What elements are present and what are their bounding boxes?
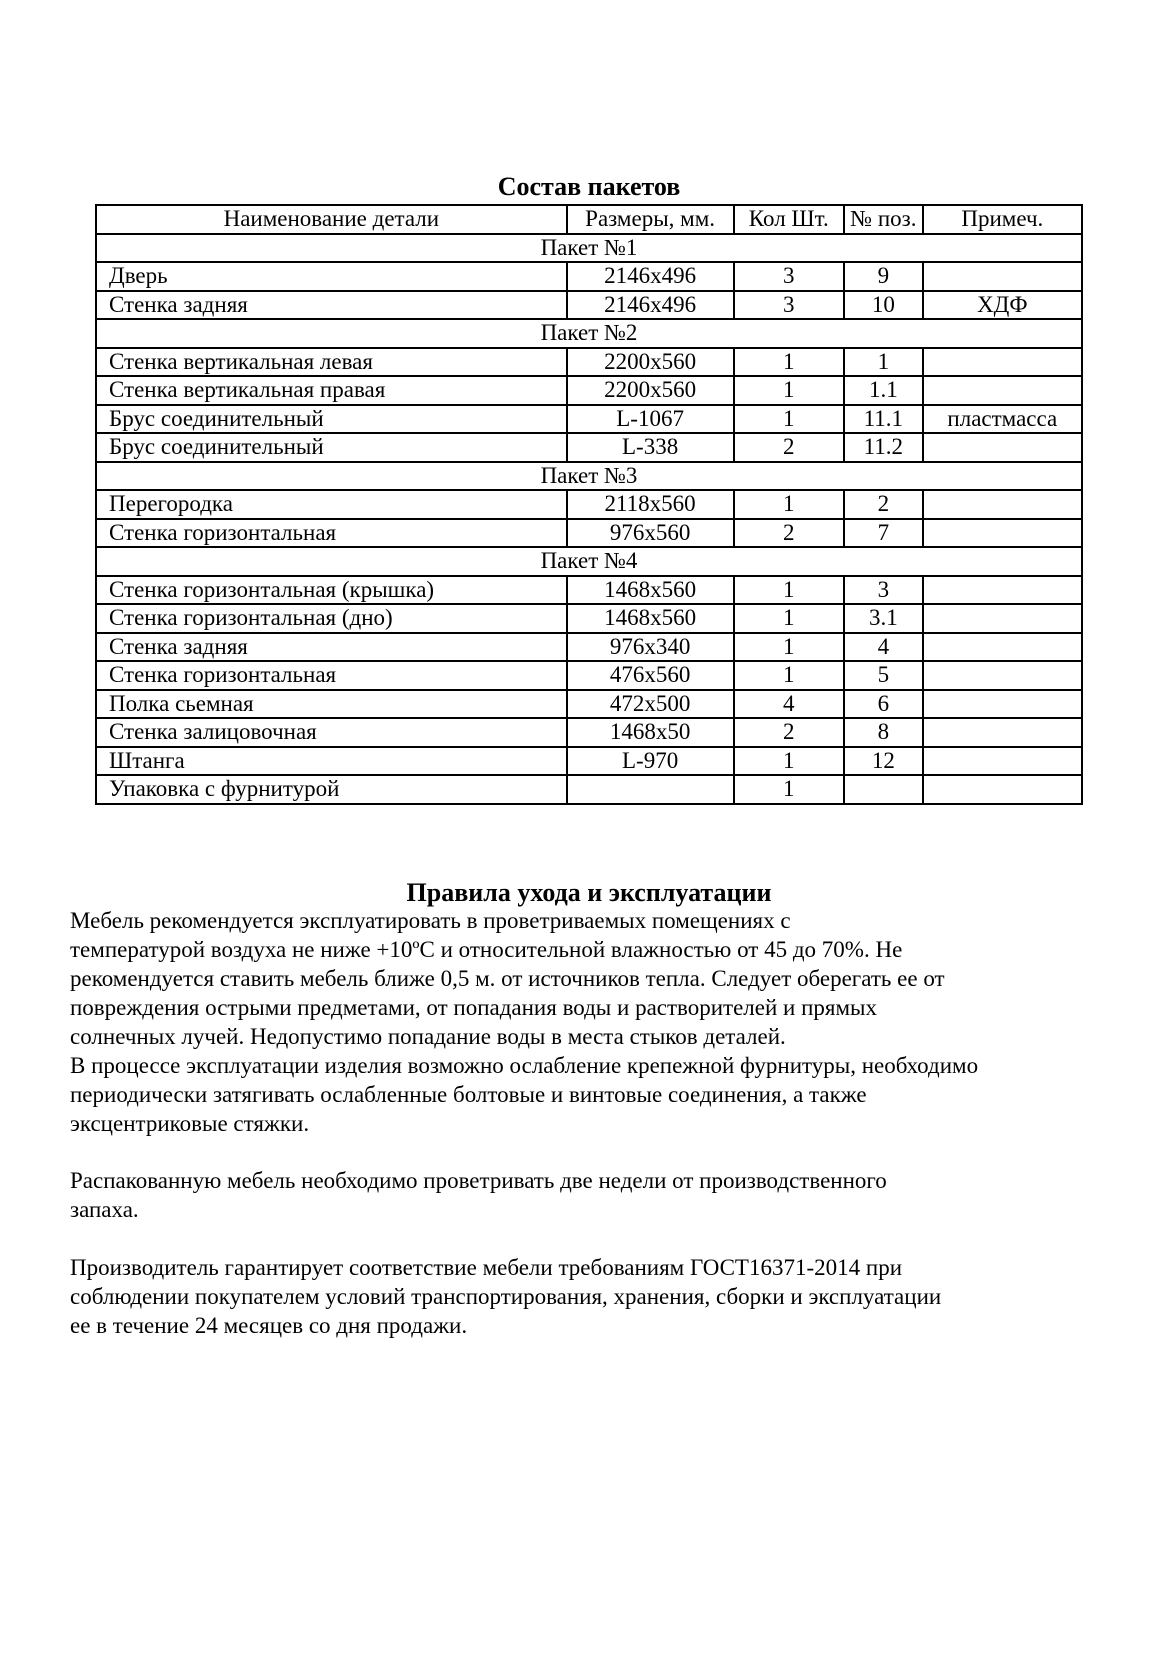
cell-name: Стенка задняя [96, 633, 567, 662]
table-row [96, 747, 1082, 776]
table-row [96, 604, 1082, 633]
cell-note [923, 348, 1082, 377]
cell-size: 472х500 [567, 690, 734, 719]
cell-qty: 1 [734, 661, 845, 690]
cell-qty: 1 [734, 604, 845, 633]
package-header-row [96, 234, 1082, 263]
cell-pos: 7 [844, 519, 923, 548]
cell-note [923, 633, 1082, 662]
header-qty: Кол Шт. [734, 205, 845, 234]
cell-note [923, 433, 1082, 462]
header-size: Размеры, мм. [567, 205, 734, 234]
cell-pos: 8 [844, 718, 923, 747]
rules-paragraph-airing: Распакованную мебель необходимо проветривать две недели от производственного запаха. [70, 1168, 887, 1222]
cell-pos: 6 [844, 690, 923, 719]
cell-pos: 1 [844, 348, 923, 377]
header-name: Наименование детали [96, 205, 567, 234]
cell-name: Полка сьемная [96, 690, 567, 719]
cell-qty: 2 [734, 433, 845, 462]
cell-name: Перегородка [96, 490, 567, 519]
cell-pos: 10 [844, 291, 923, 320]
cell-qty: 3 [734, 291, 845, 320]
cell-size: L-970 [567, 747, 734, 776]
rules-paragraph-maintenance: В процессе эксплуатации изделия возможно ослабление крепежной фурнитуры, необходимо периодически затягивать ослабленные болтовые и винтовые соединения, а также эксцентриковые стяжки. [70, 1053, 979, 1136]
rules-paragraph-warranty: Производитель гарантирует соответствие мебели требованиям ГОСТ16371-2014 при соблюдении покупателем условий транспортирования, хранения, сборки и эксплуатации ее в течение 24 месяцев со дня продажи. [70, 1255, 942, 1338]
cell-note [923, 747, 1082, 776]
cell-name: Брус соединительный [96, 405, 567, 434]
table-row [96, 433, 1082, 462]
cell-name: Стенка задняя [96, 291, 567, 320]
cell-size [567, 775, 734, 804]
cell-name: Стенка горизонтальная [96, 519, 567, 548]
cell-name: Стенка горизонтальная (дно) [96, 604, 567, 633]
rules-title: Правила ухода и эксплуатации [406, 878, 772, 907]
cell-pos: 3 [844, 576, 923, 605]
cell-size: 1468х560 [567, 576, 734, 605]
cell-name: Стенка горизонтальная [96, 661, 567, 690]
cell-name: Упаковка с фурнитурой [96, 775, 567, 804]
cell-size: 1468х560 [567, 604, 734, 633]
cell-note: пластмасса [923, 405, 1082, 434]
package-label: Пакет №4 [96, 547, 1082, 576]
cell-qty: 4 [734, 690, 845, 719]
table-row [96, 262, 1082, 291]
cell-note [923, 661, 1082, 690]
cell-size: 2200х560 [567, 376, 734, 405]
cell-name: Стенка вертикальная правая [96, 376, 567, 405]
table-header-row [96, 205, 1082, 234]
table-row [96, 291, 1082, 320]
cell-size: L-1067 [567, 405, 734, 434]
cell-pos [844, 775, 923, 804]
cell-note [923, 490, 1082, 519]
cell-name: Штанга [96, 747, 567, 776]
cell-name: Стенка вертикальная левая [96, 348, 567, 377]
table-row [96, 718, 1082, 747]
cell-qty: 2 [734, 718, 845, 747]
packages-table-body [96, 234, 1082, 804]
cell-pos: 2 [844, 490, 923, 519]
cell-name: Стенка залицовочная [96, 718, 567, 747]
cell-qty: 1 [734, 490, 845, 519]
cell-qty: 1 [734, 576, 845, 605]
table-row [96, 633, 1082, 662]
package-header-row [96, 319, 1082, 348]
table-row [96, 490, 1082, 519]
rules-paragraph-conditions: Мебель рекомендуется эксплуатировать в проветриваемых помещениях с температурой воздуха не ниже +10ºС и относительной влажностью от 45 до 70%. Не рекомендуется ставить мебель ближе 0,5 м. от источников тепла. Следует оберегать ее от повреждения острыми предметами, от попадания воды и растворителей и прямых солнечных лучей. Недопустимо попадание воды в места стыков деталей. [70, 908, 945, 1049]
table-row [96, 661, 1082, 690]
cell-note [923, 775, 1082, 804]
cell-qty: 1 [734, 348, 845, 377]
cell-qty: 2 [734, 519, 845, 548]
cell-size: 1468х50 [567, 718, 734, 747]
cell-size: 2146х496 [567, 262, 734, 291]
package-header-row [96, 547, 1082, 576]
cell-size: L-338 [567, 433, 734, 462]
cell-qty: 3 [734, 262, 845, 291]
cell-name: Стенка горизонтальная (крышка) [96, 576, 567, 605]
cell-note: ХДФ [923, 291, 1082, 320]
header-note: Примеч. [923, 205, 1082, 234]
cell-size: 476х560 [567, 661, 734, 690]
cell-qty: 1 [734, 747, 845, 776]
package-header-row [96, 462, 1082, 491]
cell-size: 976х560 [567, 519, 734, 548]
cell-pos: 3.1 [844, 604, 923, 633]
cell-pos: 11.1 [844, 405, 923, 434]
table-row [96, 376, 1082, 405]
cell-pos: 11.2 [844, 433, 923, 462]
table-row [96, 348, 1082, 377]
table-row [96, 576, 1082, 605]
cell-note [923, 718, 1082, 747]
cell-note [923, 376, 1082, 405]
table-row [96, 775, 1082, 804]
cell-qty: 1 [734, 405, 845, 434]
table-row [96, 405, 1082, 434]
cell-note [923, 262, 1082, 291]
cell-qty: 1 [734, 376, 845, 405]
cell-note [923, 690, 1082, 719]
package-label: Пакет №1 [96, 234, 1082, 263]
table-row [96, 690, 1082, 719]
table-row [96, 519, 1082, 548]
table-title: Состав пакетов [497, 172, 681, 201]
cell-pos: 9 [844, 262, 923, 291]
cell-name: Дверь [96, 262, 567, 291]
cell-pos: 1.1 [844, 376, 923, 405]
package-label: Пакет №2 [96, 319, 1082, 348]
cell-size: 2200х560 [567, 348, 734, 377]
package-label: Пакет №3 [96, 462, 1082, 491]
cell-note [923, 519, 1082, 548]
cell-size: 976х340 [567, 633, 734, 662]
cell-name: Брус соединительный [96, 433, 567, 462]
packages-table [95, 204, 1083, 805]
header-pos: № поз. [844, 205, 923, 234]
cell-qty: 1 [734, 633, 845, 662]
cell-note [923, 576, 1082, 605]
cell-qty: 1 [734, 775, 845, 804]
cell-size: 2118х560 [567, 490, 734, 519]
cell-pos: 4 [844, 633, 923, 662]
cell-pos: 12 [844, 747, 923, 776]
cell-note [923, 604, 1082, 633]
cell-pos: 5 [844, 661, 923, 690]
cell-size: 2146х496 [567, 291, 734, 320]
